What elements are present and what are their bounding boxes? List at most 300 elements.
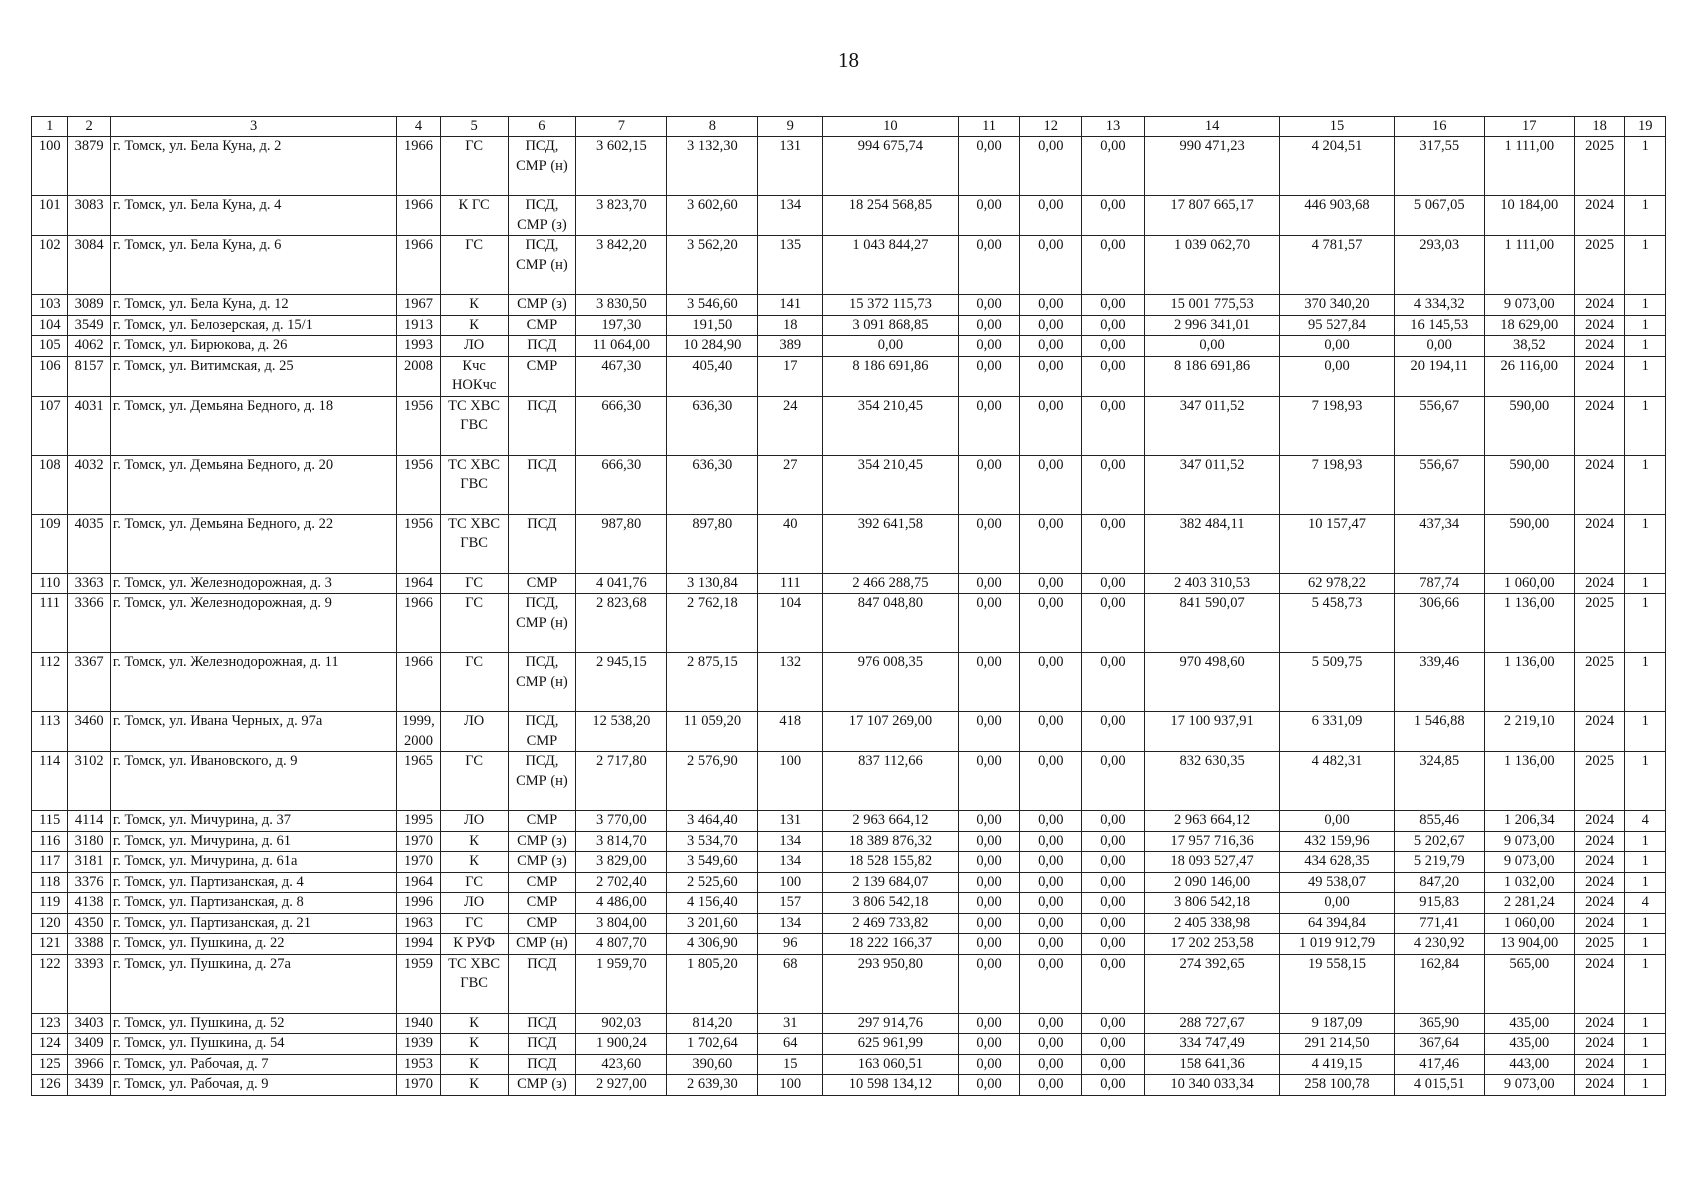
- table-cell: К РУФ: [440, 934, 508, 955]
- table-cell: 0,00: [1082, 1075, 1145, 1096]
- table-cell: 2 702,40: [576, 872, 667, 893]
- table-cell: 0,00: [1144, 336, 1280, 357]
- table-cell: 2 281,24: [1484, 893, 1574, 914]
- table-cell: СМР: [508, 872, 576, 893]
- table-cell: 2 762,18: [667, 594, 758, 653]
- table-cell: 0,00: [958, 954, 1020, 1013]
- table-cell: 0,00: [1020, 236, 1082, 295]
- table-cell: 0,00: [1020, 811, 1082, 832]
- table-body: [32, 137, 1666, 1096]
- table-cell: 3409: [68, 1034, 110, 1055]
- table-cell: г. Томск, ул. Бирюкова, д. 26: [110, 336, 396, 357]
- table-cell: 3403: [68, 1013, 110, 1034]
- column-header: 13: [1082, 117, 1145, 137]
- table-cell: 2024: [1574, 295, 1625, 316]
- table-cell: 0,00: [1020, 752, 1082, 811]
- table-cell: г. Томск, ул. Мичурина, д. 37: [110, 811, 396, 832]
- table-cell: 18 629,00: [1484, 315, 1574, 336]
- table-cell: 1: [1625, 295, 1666, 316]
- table-cell: 847 048,80: [823, 594, 959, 653]
- table-cell: К: [440, 1054, 508, 1075]
- table-cell: г. Томск, ул. Демьяна Бедного, д. 20: [110, 455, 396, 514]
- table-cell: СМР: [508, 356, 576, 396]
- table-cell: 787,74: [1394, 573, 1484, 594]
- table-cell: 4032: [68, 455, 110, 514]
- table-cell: г. Томск, ул. Рабочая, д. 7: [110, 1054, 396, 1075]
- table-cell: 1: [1625, 236, 1666, 295]
- table-cell: 0,00: [1082, 954, 1145, 1013]
- table-cell: 68: [758, 954, 823, 1013]
- table-cell: 0,00: [1082, 594, 1145, 653]
- table-cell: 1: [1625, 872, 1666, 893]
- table-cell: 0,00: [1082, 137, 1145, 196]
- table-cell: 1970: [397, 831, 441, 852]
- table-cell: 112: [32, 653, 68, 712]
- table-cell: ТС ХВС ГВС: [440, 954, 508, 1013]
- table-cell: 0,00: [1020, 573, 1082, 594]
- table-cell: г. Томск, ул. Железнодорожная, д. 11: [110, 653, 396, 712]
- table-row: [32, 1034, 1666, 1055]
- table-cell: 31: [758, 1013, 823, 1034]
- table-cell: 1 959,70: [576, 954, 667, 1013]
- column-header: 6: [508, 117, 576, 137]
- table-cell: 2 875,15: [667, 653, 758, 712]
- table-cell: 1: [1625, 336, 1666, 357]
- table-cell: 1994: [397, 934, 441, 955]
- table-cell: 0,00: [1082, 336, 1145, 357]
- table-cell: 467,30: [576, 356, 667, 396]
- table-cell: 841 590,07: [1144, 594, 1280, 653]
- table-row: [32, 137, 1666, 196]
- table-cell: 1956: [397, 514, 441, 573]
- table-cell: 100: [758, 1075, 823, 1096]
- table-cell: 0,00: [1020, 872, 1082, 893]
- table-cell: ПСД: [508, 336, 576, 357]
- table-cell: 3 804,00: [576, 913, 667, 934]
- table-cell: 18 389 876,32: [823, 831, 959, 852]
- table-cell: 4 156,40: [667, 893, 758, 914]
- table-cell: 10 284,90: [667, 336, 758, 357]
- table-cell: 2008: [397, 356, 441, 396]
- table-cell: 134: [758, 852, 823, 873]
- table-cell: 1: [1625, 137, 1666, 196]
- table-cell: К: [440, 1034, 508, 1055]
- table-cell: 2024: [1574, 1013, 1625, 1034]
- header-row: [32, 117, 1666, 137]
- table-cell: г. Томск, ул. Бела Куна, д. 4: [110, 196, 396, 236]
- table-cell: СМР (з): [508, 852, 576, 873]
- table-cell: 2024: [1574, 811, 1625, 832]
- table-cell: 0,00: [1082, 1054, 1145, 1075]
- table-cell: 4 781,57: [1280, 236, 1394, 295]
- table-cell: 847,20: [1394, 872, 1484, 893]
- table-cell: 2024: [1574, 1034, 1625, 1055]
- table-cell: 258 100,78: [1280, 1075, 1394, 1096]
- table-cell: СМР: [508, 811, 576, 832]
- table-cell: 1959: [397, 954, 441, 1013]
- table-cell: г. Томск, ул. Партизанская, д. 21: [110, 913, 396, 934]
- table-cell: 104: [758, 594, 823, 653]
- table-cell: 2025: [1574, 137, 1625, 196]
- table-cell: 1: [1625, 315, 1666, 336]
- table-cell: 434 628,35: [1280, 852, 1394, 873]
- table-row: [32, 954, 1666, 1013]
- table-cell: 2 927,00: [576, 1075, 667, 1096]
- table-row: [32, 594, 1666, 653]
- table-cell: 0,00: [958, 653, 1020, 712]
- table-cell: 157: [758, 893, 823, 914]
- column-header: 1: [32, 117, 68, 137]
- table-cell: 0,00: [1020, 356, 1082, 396]
- table-cell: 4 807,70: [576, 934, 667, 955]
- table-cell: 1 136,00: [1484, 594, 1574, 653]
- table-cell: 125: [32, 1054, 68, 1075]
- table-cell: ЛО: [440, 811, 508, 832]
- table-cell: 3460: [68, 712, 110, 752]
- table-cell: 0,00: [1020, 712, 1082, 752]
- table-cell: 8 186 691,86: [1144, 356, 1280, 396]
- table-cell: 4138: [68, 893, 110, 914]
- table-row: [32, 752, 1666, 811]
- table-cell: 0,00: [958, 831, 1020, 852]
- table-cell: 3 132,30: [667, 137, 758, 196]
- table-cell: 1966: [397, 594, 441, 653]
- table-cell: 556,67: [1394, 396, 1484, 455]
- table-cell: 16 145,53: [1394, 315, 1484, 336]
- table-cell: 105: [32, 336, 68, 357]
- table-cell: ПСД, СМР: [508, 712, 576, 752]
- table-cell: г. Томск, ул. Ивана Черных, д. 97а: [110, 712, 396, 752]
- table-cell: 0,00: [958, 455, 1020, 514]
- table-cell: ПСД: [508, 1054, 576, 1075]
- table-cell: 0,00: [1020, 315, 1082, 336]
- table-cell: 970 498,60: [1144, 653, 1280, 712]
- table-cell: 293,03: [1394, 236, 1484, 295]
- table-cell: 3 534,70: [667, 831, 758, 852]
- column-header: 5: [440, 117, 508, 137]
- table-cell: 405,40: [667, 356, 758, 396]
- table-cell: 3084: [68, 236, 110, 295]
- table-cell: 4 204,51: [1280, 137, 1394, 196]
- table-cell: 354 210,45: [823, 455, 959, 514]
- table-cell: 3 830,50: [576, 295, 667, 316]
- table-row: [32, 295, 1666, 316]
- table-cell: г. Томск, ул. Партизанская, д. 4: [110, 872, 396, 893]
- table-cell: 0,00: [1020, 594, 1082, 653]
- table-cell: 2024: [1574, 913, 1625, 934]
- table-cell: 2 945,15: [576, 653, 667, 712]
- table-cell: 1: [1625, 356, 1666, 396]
- table-cell: 1970: [397, 852, 441, 873]
- table-cell: 15: [758, 1054, 823, 1075]
- table-cell: ЛО: [440, 712, 508, 752]
- table-cell: 3 602,60: [667, 196, 758, 236]
- table-cell: 49 538,07: [1280, 872, 1394, 893]
- table-cell: К: [440, 831, 508, 852]
- table-cell: 1966: [397, 137, 441, 196]
- table-cell: г. Томск, ул. Демьяна Бедного, д. 22: [110, 514, 396, 573]
- table-cell: 3 770,00: [576, 811, 667, 832]
- table-cell: 3083: [68, 196, 110, 236]
- table-cell: 837 112,66: [823, 752, 959, 811]
- table-cell: 297 914,76: [823, 1013, 959, 1034]
- table-cell: 666,30: [576, 396, 667, 455]
- table-cell: 1: [1625, 594, 1666, 653]
- table-cell: 2024: [1574, 514, 1625, 573]
- table-cell: 0,00: [1020, 1054, 1082, 1075]
- column-header: 10: [823, 117, 959, 137]
- table-cell: 8 186 691,86: [823, 356, 959, 396]
- table-cell: 0,00: [1020, 653, 1082, 712]
- table-cell: 2024: [1574, 315, 1625, 336]
- table-cell: 3879: [68, 137, 110, 196]
- table-row: [32, 934, 1666, 955]
- table-cell: 0,00: [1280, 336, 1394, 357]
- table-cell: К: [440, 1075, 508, 1096]
- table-cell: 1: [1625, 573, 1666, 594]
- table-cell: 0,00: [1020, 831, 1082, 852]
- table-cell: 134: [758, 831, 823, 852]
- table-cell: 10 340 033,34: [1144, 1075, 1280, 1096]
- table-cell: 1 019 912,79: [1280, 934, 1394, 955]
- table-cell: 0,00: [1082, 236, 1145, 295]
- table-cell: ГС: [440, 236, 508, 295]
- column-header: 8: [667, 117, 758, 137]
- table-cell: 0,00: [958, 514, 1020, 573]
- table-cell: 131: [758, 137, 823, 196]
- table-cell: 134: [758, 913, 823, 934]
- table-cell: 2024: [1574, 852, 1625, 873]
- table-cell: 2 403 310,53: [1144, 573, 1280, 594]
- table-cell: 15 372 115,73: [823, 295, 959, 316]
- table-cell: 18 093 527,47: [1144, 852, 1280, 873]
- table-cell: 3 823,70: [576, 196, 667, 236]
- table-cell: 1: [1625, 934, 1666, 955]
- table-cell: ЛО: [440, 336, 508, 357]
- table-cell: 1 206,34: [1484, 811, 1574, 832]
- table-cell: 291 214,50: [1280, 1034, 1394, 1055]
- table-cell: 102: [32, 236, 68, 295]
- table-cell: 1: [1625, 1075, 1666, 1096]
- table-cell: 0,00: [1082, 934, 1145, 955]
- table-cell: 1956: [397, 396, 441, 455]
- table-cell: 1: [1625, 653, 1666, 712]
- table-cell: 3363: [68, 573, 110, 594]
- table-cell: 0,00: [958, 811, 1020, 832]
- table-cell: 0,00: [1082, 455, 1145, 514]
- table-cell: 590,00: [1484, 396, 1574, 455]
- table-cell: 10 598 134,12: [823, 1075, 959, 1096]
- table-cell: 976 008,35: [823, 653, 959, 712]
- table-cell: 1: [1625, 913, 1666, 934]
- table-row: [32, 1075, 1666, 1096]
- table-cell: 0,00: [958, 1075, 1020, 1096]
- table-cell: 625 961,99: [823, 1034, 959, 1055]
- table-cell: 2025: [1574, 236, 1625, 295]
- table-cell: 1 805,20: [667, 954, 758, 1013]
- table-cell: 390,60: [667, 1054, 758, 1075]
- table-cell: 1993: [397, 336, 441, 357]
- table-cell: 0,00: [958, 1013, 1020, 1034]
- table-cell: 106: [32, 356, 68, 396]
- table-cell: 115: [32, 811, 68, 832]
- table-cell: 1: [1625, 1013, 1666, 1034]
- table-cell: 19 558,15: [1280, 954, 1394, 1013]
- table-cell: 114: [32, 752, 68, 811]
- table-cell: 3966: [68, 1054, 110, 1075]
- table-cell: 141: [758, 295, 823, 316]
- table-cell: 0,00: [1082, 1013, 1145, 1034]
- table-cell: 1 546,88: [1394, 712, 1484, 752]
- table-cell: 3 842,20: [576, 236, 667, 295]
- table-cell: ПСД, СМР (з): [508, 196, 576, 236]
- column-header: 15: [1280, 117, 1394, 137]
- table-cell: 3102: [68, 752, 110, 811]
- table-cell: 347 011,52: [1144, 455, 1280, 514]
- table-cell: 367,64: [1394, 1034, 1484, 1055]
- table-cell: 0,00: [958, 236, 1020, 295]
- table-cell: 17 107 269,00: [823, 712, 959, 752]
- table-cell: ПСД, СМР (н): [508, 594, 576, 653]
- table-cell: 0,00: [958, 137, 1020, 196]
- table-cell: 0,00: [1020, 934, 1082, 955]
- table-cell: 0,00: [958, 295, 1020, 316]
- table-cell: 365,90: [1394, 1013, 1484, 1034]
- table-cell: 418: [758, 712, 823, 752]
- table-cell: г. Томск, ул. Мичурина, д. 61а: [110, 852, 396, 873]
- table-cell: 4 230,92: [1394, 934, 1484, 955]
- table-cell: К: [440, 852, 508, 873]
- table-cell: г. Томск, ул. Бела Куна, д. 2: [110, 137, 396, 196]
- table-cell: 113: [32, 712, 68, 752]
- table-cell: 2 139 684,07: [823, 872, 959, 893]
- table-cell: 0,00: [958, 396, 1020, 455]
- table-cell: 2024: [1574, 356, 1625, 396]
- table-cell: 4 419,15: [1280, 1054, 1394, 1075]
- table-cell: 832 630,35: [1144, 752, 1280, 811]
- table-cell: 3 562,20: [667, 236, 758, 295]
- table-cell: г. Томск, ул. Пушкина, д. 27а: [110, 954, 396, 1013]
- table-cell: 1963: [397, 913, 441, 934]
- table-cell: г. Томск, ул. Мичурина, д. 61: [110, 831, 396, 852]
- table-cell: 0,00: [958, 852, 1020, 873]
- table-cell: 3 130,84: [667, 573, 758, 594]
- table-cell: 1: [1625, 852, 1666, 873]
- table-cell: 100: [32, 137, 68, 196]
- column-header: 18: [1574, 117, 1625, 137]
- table-cell: 104: [32, 315, 68, 336]
- table-cell: 324,85: [1394, 752, 1484, 811]
- table-cell: К: [440, 1013, 508, 1034]
- table-cell: 814,20: [667, 1013, 758, 1034]
- table-cell: г. Томск, ул. Пушкина, д. 22: [110, 934, 396, 955]
- column-header: 16: [1394, 117, 1484, 137]
- table-cell: 2024: [1574, 954, 1625, 1013]
- table-cell: 3 806 542,18: [1144, 893, 1280, 914]
- table-row: [32, 831, 1666, 852]
- column-header: 19: [1625, 117, 1666, 137]
- table-cell: 2024: [1574, 712, 1625, 752]
- table-cell: 0,00: [1020, 396, 1082, 455]
- table-cell: СМР (з): [508, 831, 576, 852]
- table-cell: К: [440, 315, 508, 336]
- table-cell: 1 060,00: [1484, 573, 1574, 594]
- table-cell: 4: [1625, 811, 1666, 832]
- table-cell: 116: [32, 831, 68, 852]
- table-cell: 9 073,00: [1484, 295, 1574, 316]
- table-cell: 101: [32, 196, 68, 236]
- table-cell: 423,60: [576, 1054, 667, 1075]
- table-cell: 17 100 937,91: [1144, 712, 1280, 752]
- table-cell: 2 219,10: [1484, 712, 1574, 752]
- table-cell: г. Томск, ул. Витимская, д. 25: [110, 356, 396, 396]
- table-cell: ПСД: [508, 1013, 576, 1034]
- column-header: 11: [958, 117, 1020, 137]
- table-cell: г. Томск, ул. Ивановского, д. 9: [110, 752, 396, 811]
- table-cell: 274 392,65: [1144, 954, 1280, 1013]
- table-cell: 3367: [68, 653, 110, 712]
- table-cell: СМР: [508, 573, 576, 594]
- table-cell: 26 116,00: [1484, 356, 1574, 396]
- table-cell: 1964: [397, 872, 441, 893]
- table-row: [32, 1054, 1666, 1075]
- registry-table: [31, 116, 1666, 1096]
- table-cell: 0,00: [958, 315, 1020, 336]
- table-cell: 0,00: [1082, 653, 1145, 712]
- table-cell: 1 111,00: [1484, 137, 1574, 196]
- column-header: 9: [758, 117, 823, 137]
- table-cell: ТС ХВС ГВС: [440, 455, 508, 514]
- table-cell: 15 001 775,53: [1144, 295, 1280, 316]
- table-cell: ГС: [440, 872, 508, 893]
- table-row: [32, 811, 1666, 832]
- table-cell: 197,30: [576, 315, 667, 336]
- table-cell: 666,30: [576, 455, 667, 514]
- table-cell: 3 546,60: [667, 295, 758, 316]
- table-cell: 1999, 2000: [397, 712, 441, 752]
- column-header: 7: [576, 117, 667, 137]
- table-cell: 1965: [397, 752, 441, 811]
- table-cell: 382 484,11: [1144, 514, 1280, 573]
- table-cell: 1 111,00: [1484, 236, 1574, 295]
- table-cell: 1 900,24: [576, 1034, 667, 1055]
- table-cell: 96: [758, 934, 823, 955]
- table-cell: 0,00: [1020, 1034, 1082, 1055]
- table-cell: СМР (з): [508, 295, 576, 316]
- table-cell: 317,55: [1394, 137, 1484, 196]
- table-cell: 2 963 664,12: [823, 811, 959, 832]
- table-row: [32, 913, 1666, 934]
- table-cell: 0,00: [1280, 356, 1394, 396]
- table-cell: 111: [758, 573, 823, 594]
- table-cell: 771,41: [1394, 913, 1484, 934]
- table-cell: 3180: [68, 831, 110, 852]
- table-cell: 3 829,00: [576, 852, 667, 873]
- table-cell: 1996: [397, 893, 441, 914]
- table-cell: 1956: [397, 455, 441, 514]
- table-cell: 4 306,90: [667, 934, 758, 955]
- table-cell: СМР (з): [508, 1075, 576, 1096]
- table-cell: 1939: [397, 1034, 441, 1055]
- table-cell: 4 334,32: [1394, 295, 1484, 316]
- table-cell: 0,00: [1082, 356, 1145, 396]
- table-cell: 0,00: [958, 752, 1020, 811]
- table-cell: К ГС: [440, 196, 508, 236]
- table-cell: 40: [758, 514, 823, 573]
- table-cell: 0,00: [1082, 573, 1145, 594]
- table-cell: ТС ХВС ГВС: [440, 514, 508, 573]
- table-cell: 1: [1625, 954, 1666, 1013]
